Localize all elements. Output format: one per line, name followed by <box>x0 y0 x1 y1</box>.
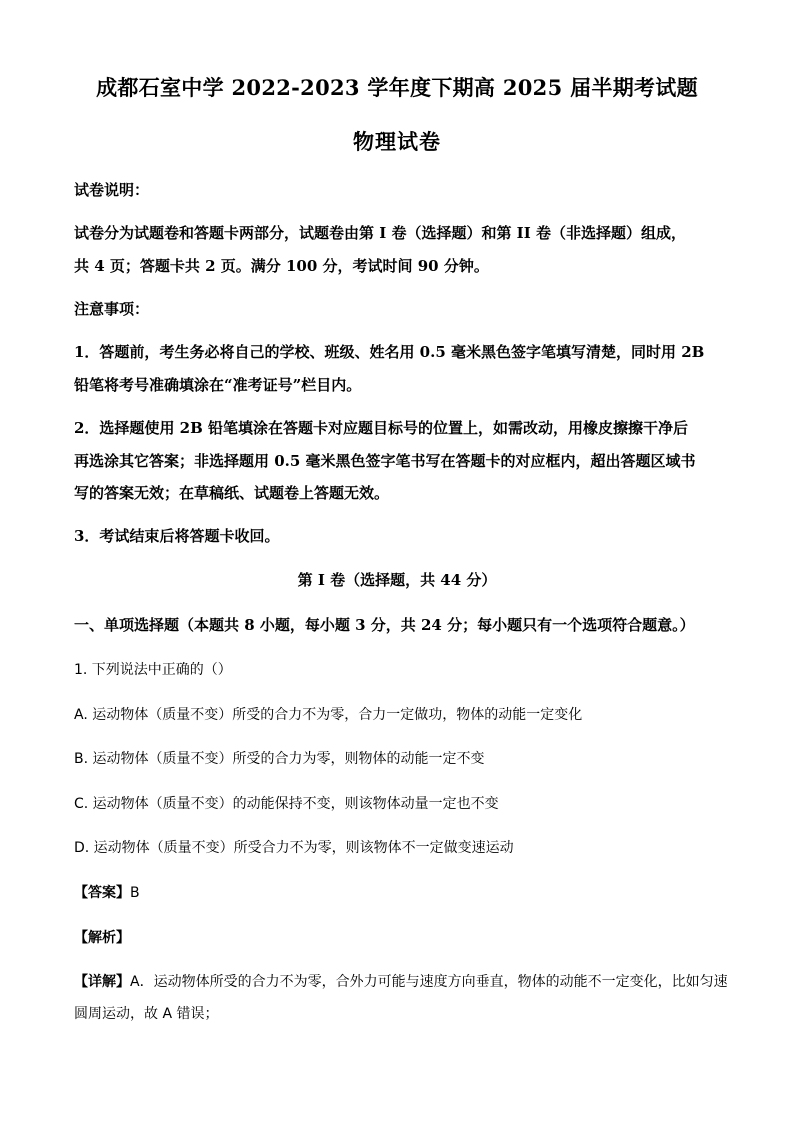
option-b: B. 运动物体（质量不变）所受的合力为零，则物体的动能一定不变 <box>74 751 485 767</box>
option-a: A. 运动物体（质量不变）所受的合力不为零，合力一定做功，物体的动能一定变化 <box>74 707 583 723</box>
instructions-line-2: 共 4 页；答题卡共 2 页。满分 100 分，考试时间 90 分钟。 <box>74 257 489 275</box>
instructions-heading: 试卷说明： <box>74 181 150 199</box>
detail-text-1: A．运动物体所受的合力不为零，合外力可能与速度方向垂直，物体的动能不一定变化，比如匀速 <box>130 974 728 990</box>
detail-line-1 <box>74 971 728 991</box>
note-1-line-1: 1．答题前，考生务必将自己的学校、班级、姓名用 0.5 毫米黑色签字笔填写清楚，同时用 2B <box>74 343 705 361</box>
note-2-line-1: 2．选择题使用 2B 铅笔填涂在答题卡对应题目标号的位置上，如需改动，用橡皮擦擦干净后 <box>74 419 689 437</box>
option-d: D. 运动物体（质量不变）所受合力不为零，则该物体不一定做变速运动 <box>74 840 514 856</box>
note-2-line-2: 再选涂其它答案；非选择题用 0.5 毫米黑色签字笔书写在答题卡的对应框内，超出答题区域书 <box>74 452 696 470</box>
answer-line <box>74 882 140 902</box>
detail-line-2: 圆周运动，故 A 错误； <box>74 1006 219 1022</box>
analysis-label: 【解析】 <box>74 930 130 946</box>
question-stem: 1. 下列说法中正确的（） <box>74 662 232 678</box>
instructions-line-1: 试卷分为试题卷和答题卡两部分，试题卷由第 I 卷（选择题）和第 II 卷（非选择题）组成， <box>74 224 686 242</box>
option-c: C. 运动物体（质量不变）的动能保持不变，则该物体动量一定也不变 <box>74 796 499 812</box>
section-title: 第 I 卷（选择题，共 44 分） <box>297 571 497 589</box>
note-2-line-3: 写的答案无效；在草稿纸、试题卷上答题无效。 <box>74 484 390 502</box>
analysis-line <box>74 927 130 947</box>
detail-label: 【详解】 <box>74 974 130 990</box>
answer-label: 【答案】 <box>74 885 130 901</box>
answer-value: B <box>130 885 140 901</box>
note-3-line-1: 3．考试结束后将答题卡收回。 <box>74 527 280 545</box>
part-heading: 一、单项选择题（本题共 8 小题，每小题 3 分，共 24 分；每小题只有一个选项符合题意。） <box>74 616 695 634</box>
exam-subtitle: 物理试卷 <box>353 129 441 154</box>
exam-title: 成都石室中学 2022-2023 学年度下期高 2025 届半期考试题 <box>96 75 698 100</box>
note-1-line-2: 铅笔将考号准确填涂在“准考证号”栏目内。 <box>74 376 362 394</box>
notes-heading: 注意事项： <box>74 300 150 318</box>
